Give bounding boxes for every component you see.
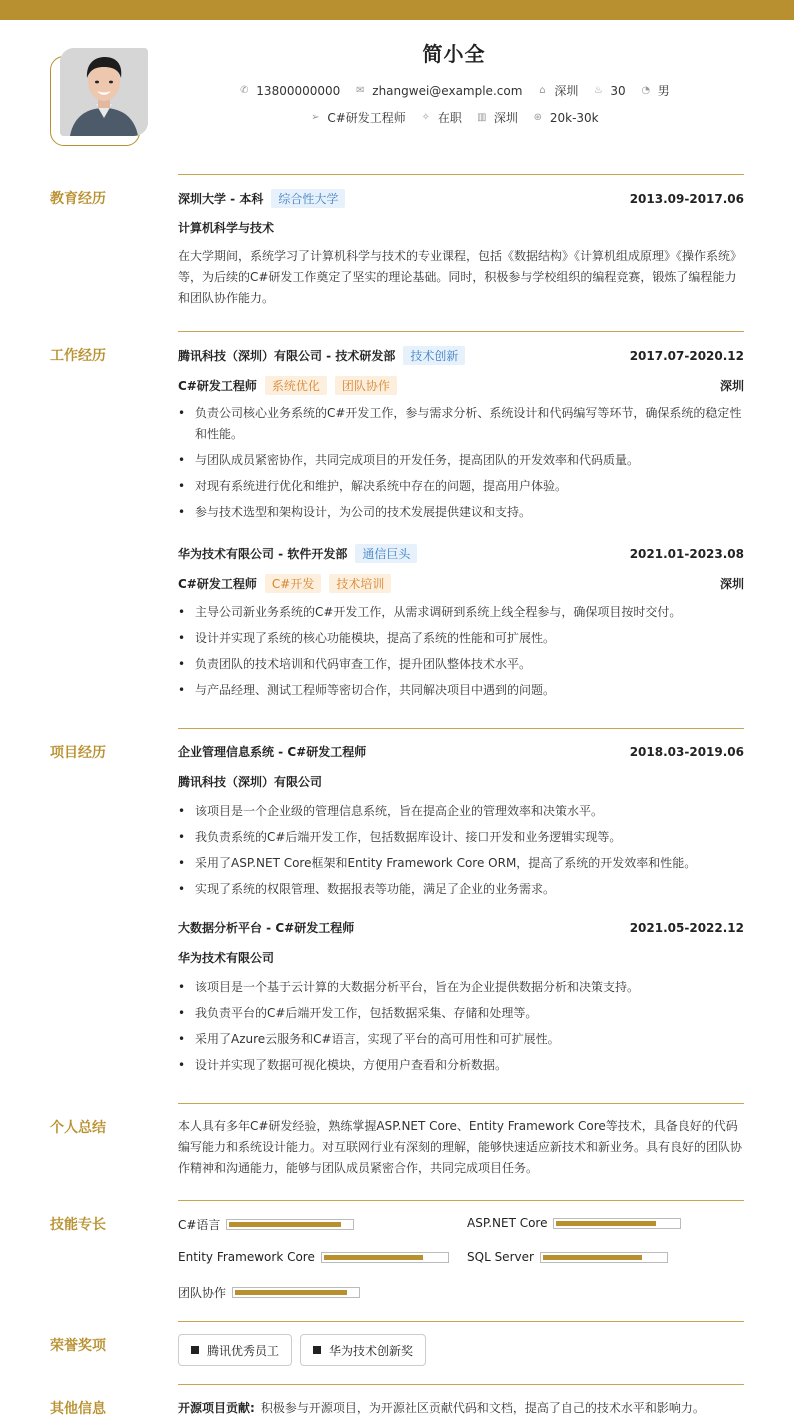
school-name: 深圳大学 - 本科 xyxy=(178,192,264,206)
list-item: • 参与技术选型和架构设计，为公司的技术发展提供建议和支持。 xyxy=(178,502,744,523)
role: C#研发工程师 xyxy=(178,577,257,591)
summary-text: 本人具有多年C#研发经验，熟练掌握ASP.NET Core、Entity Framework Core等技术，具备良好的代码编写能力和系统设计能力。对互联网行业有深刻的理解，能够快速适应新技术和新业务。具有良好的团队协作精神和沟通能力，能够与团队成员紧密合作，共同完成项目任务。 xyxy=(178,1119,743,1175)
send-icon: ➢ xyxy=(311,112,320,123)
list-item: • 我负责系统的C#后端开发工作，包括数据库设计、接口开发和业务逻辑实现等。 xyxy=(178,827,744,848)
job-intent-row xyxy=(160,109,748,126)
work-period: 2021.01-2023.08 xyxy=(629,546,744,561)
project-company-row xyxy=(178,773,744,790)
divider xyxy=(178,1321,744,1322)
skill-item xyxy=(178,1250,449,1264)
skill-name: SQL Server xyxy=(467,1250,534,1264)
skill-bar-fill xyxy=(543,1255,642,1260)
building-icon: ▥ xyxy=(477,112,487,123)
education-desc: 在大学期间，系统学习了计算机科学与技术的专业课程，包括《数据结构》《计算机组成原理》《操作系统》等，为后续的C#研发工作奠定了坚实的理论基础。同时，积极参与学校组织的编程竞赛，锻炼了编程能力和团队协作能力。 xyxy=(178,249,743,305)
work-bullets xyxy=(178,602,744,706)
role-tag: C#开发 xyxy=(265,574,321,593)
skill-item xyxy=(178,1284,360,1301)
divider xyxy=(178,331,744,332)
position-item: ➢ C#研发工程师 xyxy=(311,111,406,125)
work-city: 深圳 xyxy=(719,577,744,591)
role-tag: 技术培训 xyxy=(329,574,391,593)
list-item: • 与产品经理、测试工程师等密切合作，共同解决项目中遇到的问题。 xyxy=(178,680,744,701)
work-city-item: ▥ 深圳 xyxy=(477,111,518,125)
gender-item: ◔ 男 xyxy=(641,84,670,98)
status-icon: ✧ xyxy=(421,112,430,123)
square-icon xyxy=(191,1346,199,1354)
status-item: ✧ 在职 xyxy=(421,111,462,125)
list-item: • 负责公司核心业务系统的C#开发工作，参与需求分析、系统设计和代码编写等环节，确保系统的稳定性和性能。 xyxy=(178,403,744,445)
work-role-row xyxy=(178,376,744,395)
section-title-education: 教育经历 xyxy=(50,191,106,207)
project-header xyxy=(178,919,744,936)
salary-item: ⊛ 20k-30k xyxy=(533,110,599,125)
project-bullets xyxy=(178,801,744,905)
top-accent-bar xyxy=(0,0,794,20)
other-text: 积极参与开源项目，为开源社区贡献代码和文档，提高了自己的技术水平和影响力。 xyxy=(260,1401,705,1415)
project-company: 腾讯科技（深圳）有限公司 xyxy=(178,775,323,789)
education-major-row xyxy=(178,219,744,236)
gender-icon: ◔ xyxy=(641,85,651,96)
square-icon xyxy=(313,1346,321,1354)
role-tag: 团队协作 xyxy=(335,376,397,395)
section-title-work: 工作经历 xyxy=(50,348,106,364)
email-item[interactable]: ✉ zhangwei@example.com xyxy=(356,83,523,98)
skill-name: ASP.NET Core xyxy=(467,1216,548,1230)
role-tag: 系统优化 xyxy=(265,376,327,395)
company-name: 华为技术有限公司 - 软件开发部 xyxy=(178,547,348,561)
list-item: • 对现有系统进行优化和维护，解决系统中存在的问题，提高用户体验。 xyxy=(178,476,744,497)
cake-icon: ♨ xyxy=(593,85,603,96)
project-period: 2021.05-2022.12 xyxy=(629,920,744,935)
section-title-skills: 技能专长 xyxy=(50,1217,106,1233)
project-company-row xyxy=(178,949,744,966)
skill-name: 团队协作 xyxy=(178,1286,227,1300)
section-title-projects: 项目经历 xyxy=(50,745,106,761)
phone-icon: ✆ xyxy=(240,85,249,96)
list-item: • 该项目是一个企业级的管理信息系统，旨在提高企业的管理效率和决策水平。 xyxy=(178,801,744,822)
list-item: • 该项目是一个基于云计算的大数据分析平台，旨在为企业提供数据分析和决策支持。 xyxy=(178,977,744,998)
city-item: ⌂ 深圳 xyxy=(536,82,578,99)
list-item: • 设计并实现了数据可视化模块，方便用户查看和分析数据。 xyxy=(178,1055,744,1076)
school-tag: 综合性大学 xyxy=(271,189,345,208)
phone-item: ✆ 13800000000 xyxy=(240,83,341,98)
education-period: 2013.09-2017.06 xyxy=(629,191,744,206)
list-item: • 负责团队的技术培训和代码审查工作，提升团队整体技术水平。 xyxy=(178,654,744,675)
project-bullets xyxy=(178,977,744,1081)
divider xyxy=(178,174,744,175)
company-name: 腾讯科技（深圳）有限公司 - 技术研发部 xyxy=(178,349,396,363)
home-icon: ⌂ xyxy=(539,85,546,96)
list-item: • 采用了Azure云服务和C#语言，实现了平台的高可用性和可扩展性。 xyxy=(178,1029,744,1050)
salary-icon: ⊛ xyxy=(533,112,543,123)
mail-icon: ✉ xyxy=(356,85,365,96)
project-title: 大数据分析平台 - C#研发工程师 xyxy=(178,921,355,935)
education-header xyxy=(178,189,744,208)
project-header xyxy=(178,743,744,760)
other-label: 开源项目贡献: xyxy=(178,1401,255,1415)
skill-bar xyxy=(232,1287,360,1298)
divider xyxy=(178,1200,744,1201)
work-city: 深圳 xyxy=(719,379,744,393)
skill-bar xyxy=(540,1252,668,1263)
skill-bar-fill xyxy=(235,1290,347,1295)
award-badge: 腾讯优秀员工 xyxy=(178,1334,292,1366)
skill-name: Entity Framework Core xyxy=(178,1250,315,1264)
section-title-summary: 个人总结 xyxy=(50,1120,106,1136)
work-period: 2017.07-2020.12 xyxy=(629,348,744,363)
divider xyxy=(178,1384,744,1385)
company-tag: 通信巨头 xyxy=(355,544,417,563)
section-title-other: 其他信息 xyxy=(50,1401,106,1417)
work-role-row xyxy=(178,574,744,593)
skill-name: C#语言 xyxy=(178,1218,221,1232)
skill-item xyxy=(467,1250,668,1264)
company-tag: 技术创新 xyxy=(403,346,465,365)
role: C#研发工程师 xyxy=(178,379,257,393)
list-item: • 主导公司新业务系统的C#开发工作，从需求调研到系统上线全程参与，确保项目按时交付。 xyxy=(178,602,744,623)
age-item: ♨ 30 xyxy=(593,83,626,98)
list-item: • 与团队成员紧密协作，共同完成项目的开发任务，提高团队的开发效率和代码质量。 xyxy=(178,450,744,471)
list-item: • 实现了系统的权限管理、数据报表等功能，满足了企业的业务需求。 xyxy=(178,879,744,900)
project-period: 2018.03-2019.06 xyxy=(629,744,744,759)
candidate-name: 简小全 xyxy=(422,42,486,66)
work-header xyxy=(178,544,744,563)
work-bullets xyxy=(178,403,744,528)
contact-row xyxy=(160,82,748,99)
other-info-row xyxy=(178,1399,744,1416)
divider xyxy=(178,1103,744,1104)
section-title-honors: 荣誉奖项 xyxy=(50,1338,106,1354)
skill-item xyxy=(467,1216,681,1230)
skill-bar-fill xyxy=(324,1255,423,1260)
divider xyxy=(178,728,744,729)
list-item: • 设计并实现了系统的核心功能模块，提高了系统的性能和可扩展性。 xyxy=(178,628,744,649)
skill-bar xyxy=(321,1252,449,1263)
list-item: • 我负责平台的C#后端开发工作，包括数据采集、存储和处理等。 xyxy=(178,1003,744,1024)
skill-item xyxy=(178,1216,354,1233)
project-title: 企业管理信息系统 - C#研发工程师 xyxy=(178,745,367,759)
work-header xyxy=(178,346,744,365)
list-item: • 采用了ASP.NET Core框架和Entity Framework Core ORM，提高了系统的开发效率和性能。 xyxy=(178,853,744,874)
skill-bar-fill xyxy=(229,1222,341,1227)
project-company: 华为技术有限公司 xyxy=(178,951,275,965)
skill-bar xyxy=(553,1218,681,1229)
major: 计算机科学与技术 xyxy=(178,221,275,235)
skill-bar-fill xyxy=(556,1221,655,1226)
skill-bar xyxy=(226,1219,354,1230)
award-badge: 华为技术创新奖 xyxy=(300,1334,426,1366)
